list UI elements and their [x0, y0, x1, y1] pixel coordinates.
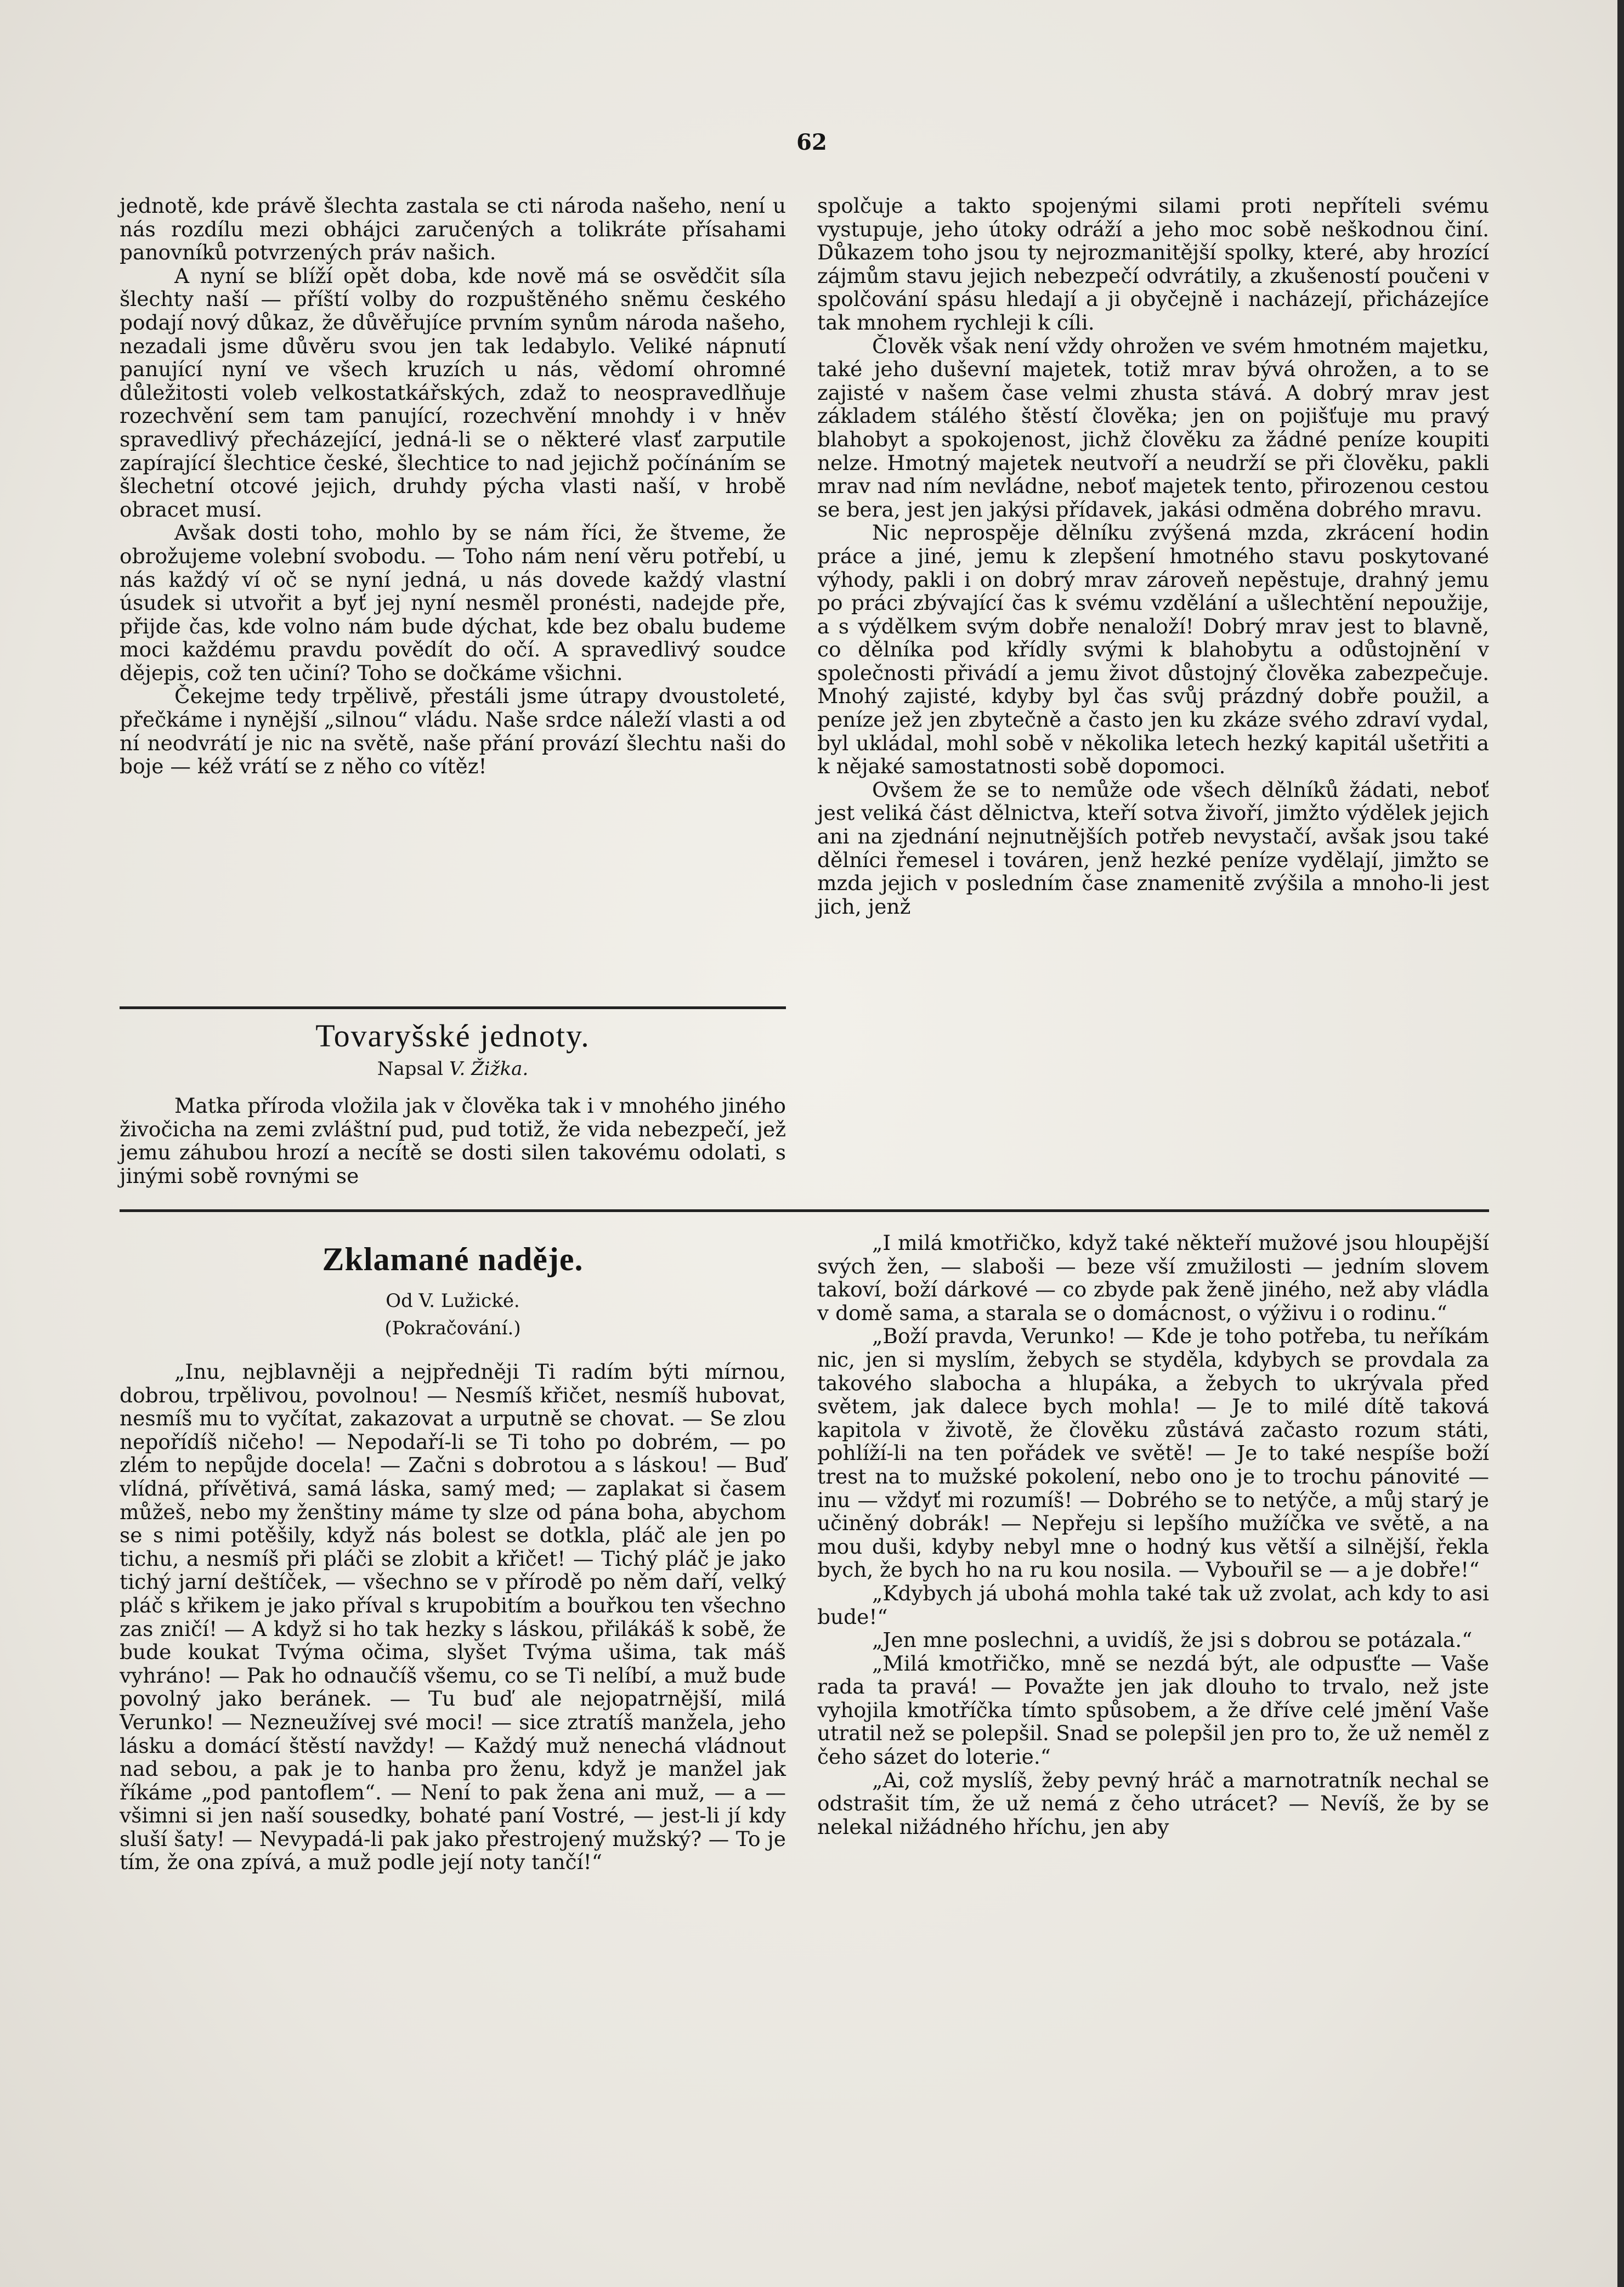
paragraph: Ovšem že se to nemůže ode všech dělníků žádati, neboť jest veliká část dělnictva, kteří sotva živoří, jimžto výdělek jejich ani na zjednání nejnutnějších potřeb nevystačí, avšak jsou také dělníci řemesel i továren, jenž hezké peníze vydělají, jimžto se mzda jejich v posledním čase znamenitě zvýšila a mnoho-li jest jich, jenž [817, 777, 1489, 919]
byline-prefix: Napsal [377, 1058, 444, 1080]
paragraph: spolčuje a takto spojenými silami proti nepříteli svému vystupuje, jeho útoky odráží a jeho moc sobě neškodnou činí. Důkazem toho jsou ty nejrozmanitější spolky, které, aby hrozící zájmům stavu jejich nebezpečí odvrátily, a zkušeností poučeni v spolčování spásu hledají a ji obyčejně i nacházejí, přicházejíce tak mnohem rychleji k cíli. [817, 194, 1489, 335]
paragraph: Matka příroda vložila jak v člověka tak i v mnohého jiného živočicha na zemi zvláštní pud, pud totiž, že vida nebezpečí, jež jemu záhubou hrozí a necítě se dosti silen takovému odolati, s jinými sobě rovnými se [120, 1094, 786, 1188]
paragraph: „Boží pravda, Verunko! — Kde je toho potřeba, tu neříkám nic, jen si myslím, žebych se styděla, kdybych se provdala za takového slabocha a hlupáka, a žebych to ukrývala před světem, jak dalece bych mohla! — Je to milé dítě taková kapitola v životě, že člověku zůstává začasto rozum státi, pohlíží-li na ten pořádek ve světě! — Je to také nespíše boží trest na to mužské pokolení, nebo ono je to trochu pánovité — inu — vždyť mi rozumíš! — Dobrého se to netýče, a můj starý je učiněný dobrák! — Nepřeju si lepšího mužíčka ve světě, a na mou duši, kdyby nebyl mne o hodný kus větší a silnější, řekla bych, že bych ho na ru kou nosila. — Vybouřil se — a je dobře!“ [817, 1324, 1489, 1582]
paragraph: A nyní se blíží opět doba, kde nově má se osvědčit síla šlechty naší — příští volby do rozpuštěného sněmu českého podají nový důkaz, že důvěřujíce prvním synům národa našeho, nezadali jsme důvěru svou jen tak ledabylo. Veliké nápnutí panující nyní ve všech kruzích u nás, vědomí ohromné důležitosti voleb velkostatkářských, zdaž to neospravedlňuje rozechvění sem tam panující, rozechvění mnohdy i v hněv spravedlivý přecházející, jedná-li se o některé vlasť zarputile zapírající šlechtice české, šlechtice to nad jejichž počínáním se šlechetní otcové jejich, druhdy pýcha vlasti naší, v hrobě obracet musí. [120, 263, 786, 522]
paragraph: „Ai, což myslíš, žeby pevný hráč a marnotratník nechal se odstrašit tím, že už nemá z čeho utrácet? — Nevíš, že by se nelekal nižádného hříchu, jen aby [817, 1768, 1489, 1839]
article-byline [120, 1058, 786, 1080]
paragraph: „Jen mne poslechni, a uvidíš, že jsi s dobrou se potázala.“ [872, 1628, 1473, 1652]
section-divider [120, 1006, 786, 1009]
right-column-top [817, 194, 1489, 918]
article1-left-text [120, 1094, 786, 1187]
section-divider [120, 1209, 1489, 1212]
continuation-note: (Pokračování.) [384, 1317, 521, 1339]
article2-right-text [817, 1231, 1489, 1838]
article-title: Tovaryšské jednoty. [315, 1018, 590, 1054]
article2-left-text [120, 1360, 786, 1874]
article-header-tovarysske-jednoty [120, 1017, 786, 1083]
left-column-top [120, 194, 786, 778]
byline-author: V. Žižka. [449, 1058, 529, 1080]
paragraph: Člověk však není vždy ohrožen ve svém hmotném majetku, také jeho duševní majetek, totiž mrav bývá ohrožen, a to se zajisté v našem čase velmi zhusta stává. A dobrý mrav jest základem stálého štěstí člověka; jen on pojišťuje mu pravý blahobyt a spokojenost, jichž člověku za žádné peníze koupiti nelze. Hmotný majetek neutvoří a neudrží se při člověku, pakli mrav nad ním nevládne, neboť majetek tento, přirozenou cestou se bera, jest jen jakýsi přídavek, jakási odměna dobrého mravu. [817, 333, 1489, 522]
paragraph: „Inu, nejblavněji a nejpředněji Ti radím býti mírnou, dobrou, trpělivou, povolnou! — Nesmíš křičet, nesmíš hubovat, nesmíš mu to vyčítat, zakazovat a urputně se chovat. — Se zlou nepořídíš ničeho! — Nepodaří-li se Ti toho po dobrém, — po zlém to nepůjde docela! — Začni s dobrotou a s láskou! — Buď vlídná, přívětivá, samá láska, samý med; — zaplakat si časem můžeš, nebo my ženštiny máme ty slze od pána boha, abychom se s nimi potěšily, když nás bolest se dotkla, pláč ale jen po tichu, a nesmíš při pláči se zlobit a křičet! — Tichý pláč je jako tichý jarní deštíček, — všechno se v přírodě po něm daří, velký pláč s křikem je jako příval s krupobitím a bouřkou ten všechno zas zničí! — A když si ho tak hezky s láskou, přilákáš k sobě, že bude koukat Tvýma očima, slyšet Tvýma ušima, tak máš vyhráno! — Pak ho odnaučíš všemu, co se Ti nelíbí, a muž bude povolný jako beránek. — Tu buď ale nejopatrnější, milá Verunko! — Nezneužívej své moci! — sice ztratíš manžela, jeho lásku a domácí štěstí navždy! — Každý muž nenechá vládnout nad sebou, a pak je to hanba pro ženu, když je manžel jak říkáme „pod pantoflem“. — Není to pak žena ani muž, — a — všimni si jen naší sousedky, bohaté paní Vostré, — jest-li jí kdy sluší šaty! — Nevypadá-li pak jako přestrojený mužský? — To je tím, že ona zpívá, a muž podle její noty tančí!“ [120, 1360, 786, 1875]
scan-edge [1617, 0, 1624, 2287]
paragraph: „Kdybych já ubohá mohla také tak už zvolat, ach kdy to asi bude!“ [817, 1581, 1489, 1629]
paragraph: Avšak dosti toho, mohlo by se nám říci, že štveme, že obrožujeme volební svobodu. — Toho nám není věru potřebí, u nás každý ví oč se nyní jedná, u nás dovede každý vlastní úsudek si utvořit a byť jej nyní nesměl pronésti, nadejde pře, přijde čas, kde volno nám bude dýchat, kde bez obalu budeme moci každému pravdu povědít do očí. A spravedlivý soudce dějepis, což ten učiní? Toho se dočkáme všichni. [120, 520, 786, 685]
article-title: Zklamané naděje. [322, 1241, 584, 1277]
article-byline: Od V. Lužické. [386, 1290, 520, 1312]
paragraph: Čekejme tedy trpělivě, přestáli jsme útrapy dvoustoleté, přečkáme i nynější „silnou“ vládu. Naše srdce náleží vlasti a od ní neodvrátí je nic na světě, naše přání provází šlechtu naši do boje — kéž vrátí se z něho co vítěz! [120, 684, 786, 779]
paragraph: „Milá kmotřičko, mně se nezdá být, ale odpusťte — Vaše rada ta pravá! — Považte jen jak dlouho to trvalo, než jste vyhojila kmotříčka tímto spůsobem, a že dříve celé jmění Vaše utratil než se polepšil. Snad se polepšil jen pro to, že už neměl z čeho sázet do loterie.“ [817, 1651, 1489, 1769]
paragraph: jednotě, kde právě šlechta zastala se cti národa našeho, není u nás rozdílu mezi obhájci zaručených a tolikráte přísahami panovníků potvrzených práv našich. [120, 194, 786, 265]
paragraph: „I milá kmotřičko, když také někteří mužové jsou hloupější svých žen, — slaboši — beze vší zmužilosti — jedním slovem takoví, boží dárkové — co zbyde pak ženě jiného, než aby vládla v domě sama, a starala se o domácnost, o výživu i o rodinu.“ [817, 1231, 1489, 1325]
paragraph: Nic neprospěje dělníku zvýšená mzda, zkrácení hodin práce a jiné, jemu k zlepšení hmotného stavu poskytované výhody, pakli i on dobrý mrav zároveň nepěstuje, drahný jemu po práci zbývající čas k svému vzdělání a ušlechtění nepoužije, a s výdělkem svým dobře nenaloží! Dobrý mrav jest to blavně, co dělníka pod křídly svými k blahobytu a odůstojnění v společnosti přivádí a jemu život důstojný člověka zabezpečuje. Mnohý zajisté, kdyby byl čas svůj prázdný dobře použil, a peníze jež jen zbytečně a často jen ku zkáze svého zdraví vydal, byl ukládal, mohl sobě v několika letech hezký kapitál ušetřiti a k nějaké samostatnosti sobě dopomoci. [817, 520, 1489, 779]
article-header-zklamane-nadeje [120, 1241, 786, 1350]
page-number: 62 [796, 129, 827, 155]
